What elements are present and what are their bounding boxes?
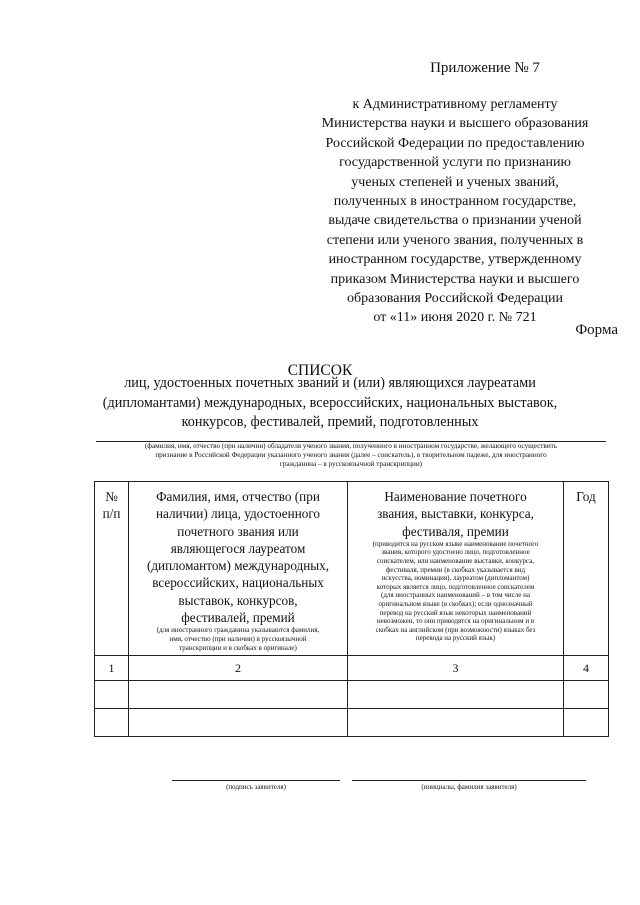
column-number: 2 [129, 656, 348, 681]
note-line: перевод на русский язык некоторых наименований [379, 608, 532, 617]
note-line: фестиваля, премии (в скобках указывается вид [385, 565, 526, 574]
header-line: выставок, конкурсов, [178, 592, 298, 608]
form-label: Форма [575, 322, 618, 338]
column-number-row [95, 656, 609, 681]
table-cell[interactable] [129, 681, 348, 709]
document-subtitle [40, 374, 620, 433]
table-cell[interactable] [129, 709, 348, 737]
subtitle-line: конкурсов, фестивалей, премий, подготовленных [181, 414, 479, 430]
regulation-line: Российской Федерации по предоставлению [325, 135, 585, 151]
regulation-line: к Административному регламенту [352, 97, 558, 112]
column-number: 1 [95, 656, 129, 681]
awards-table [94, 481, 609, 737]
header-line: № [105, 489, 118, 504]
instruction-line: (фамилия, имя, отчество (при наличии) обладателя ученого звания, полученного в иностранном государстве, желающего осуществить [144, 442, 558, 450]
header-line: наличии) лица, удостоенного [155, 506, 321, 522]
regulation-line: ученых степеней и ученых званий, [351, 174, 559, 190]
header-line: являющегося лауреатом [170, 540, 306, 556]
signature-line[interactable] [172, 780, 340, 781]
table-row [95, 681, 609, 709]
table-row [95, 709, 609, 737]
table-cell[interactable] [564, 709, 609, 737]
header-note [129, 626, 347, 655]
note-line: (для иностранных наименований – в том числе на [381, 591, 530, 600]
header-line: почетного звания или [177, 523, 299, 539]
subtitle-line: (дипломантами) международных, всероссийских, национальных выставок, [102, 394, 558, 411]
regulation-reference [290, 95, 620, 328]
note-line: которых является лицо, подготовленное соискателем [376, 582, 535, 591]
regulation-line: выдаче свидетельства о признании ученой [328, 213, 582, 229]
regulation-line: полученных в иностранном государстве, [333, 194, 577, 210]
regulation-line: государственной услуги по признанию [339, 155, 571, 171]
fill-in-instruction [96, 442, 606, 469]
applicant-name-caption: (инициалы, фамилия заявителя) [421, 783, 517, 791]
header-line: Наименование почетного [384, 489, 527, 504]
column-number: 4 [564, 656, 609, 681]
note-line: транскрипции и в скобках в оригинале) [179, 643, 297, 652]
note-line: скобках на английском (при возможности) языках без [375, 625, 536, 634]
header-number [95, 482, 129, 656]
regulation-line: от «11» июня 2020 г. № 721 [373, 310, 537, 326]
table-cell[interactable] [95, 681, 129, 709]
note-line: искусства, номинация), лауреатом (дипломантом) [381, 574, 530, 583]
column-number: 3 [348, 656, 564, 681]
table-cell[interactable] [348, 681, 564, 709]
note-line: оригинальном языке (в скобках); если однозначный [378, 600, 533, 609]
appendix-number: Приложение № 7 [430, 60, 540, 76]
header-line: фестивалей, премий [181, 610, 295, 626]
header-line: всероссийских, национальных [152, 575, 324, 591]
note-line: (для иностранного гражданина указываются фамилия, [156, 626, 320, 635]
note-line: звания, которого удостоено лицо, подготовленное [381, 548, 530, 557]
regulation-line: иностранном государстве, утвержденному [328, 252, 582, 268]
note-line: соискателем, или наименование выставки, конкурса, [376, 557, 535, 566]
table-cell[interactable] [95, 709, 129, 737]
instruction-line: гражданина – в русскоязычной транскрипции) [279, 459, 423, 468]
header-person-name [129, 482, 348, 656]
table-cell[interactable] [348, 709, 564, 737]
header-line: п/п [102, 506, 121, 522]
regulation-line: приказом Министерства науки и высшего [330, 271, 580, 287]
header-line: Фамилия, имя, отчество (при [156, 489, 320, 504]
header-line: (дипломантом) международных, [146, 558, 330, 574]
note-line: имя, отчество (при наличии) в русскоязычной [169, 634, 307, 643]
header-line: фестиваля, премии [402, 523, 509, 539]
subtitle-line: лиц, удостоенных почетных званий и (или) являющихся лауреатами [124, 375, 536, 391]
header-year: Год [564, 482, 609, 656]
header-note [348, 540, 563, 646]
instruction-line: признание в Российской Федерации указанного ученого звания (далее – соискатель), в творительном падеже, для иностранного [155, 450, 547, 459]
header-award-name [348, 482, 564, 656]
note-line: перевода на русский язык) [415, 634, 496, 643]
regulation-line: Министерства науки и высшего образования [321, 116, 589, 132]
note-line: (приводится на русском языке наименование почетного [372, 539, 539, 548]
regulation-line: образования Российской Федерации [347, 291, 563, 307]
header-line: звания, выставки, конкурса, [377, 506, 534, 522]
signature-caption: (подпись заявителя) [226, 783, 286, 791]
applicant-name-line[interactable] [352, 780, 586, 781]
note-line: невозможен, то они приводятся на оригинальном и в [376, 617, 535, 626]
table-cell[interactable] [564, 681, 609, 709]
regulation-line: степени или ученого звания, полученных в [326, 232, 584, 248]
document-title: СПИСОК [287, 362, 353, 379]
table-header-row [95, 482, 609, 656]
